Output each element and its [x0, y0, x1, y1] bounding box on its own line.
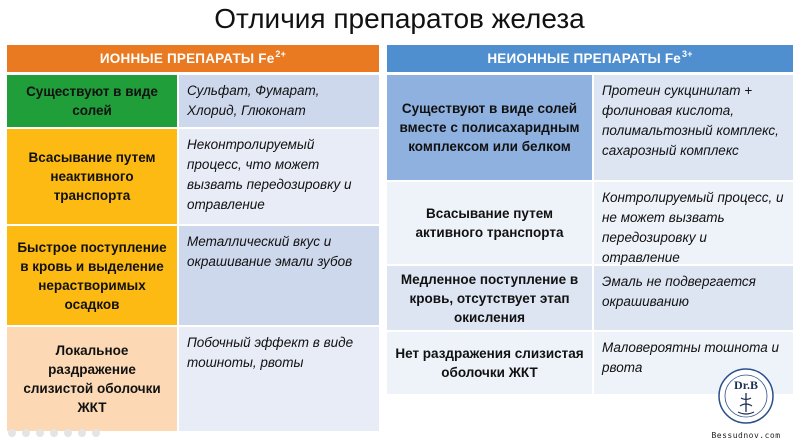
nonionic-property: Нет раздражения слизистая оболочки ЖКТ: [387, 332, 592, 394]
table-row: [7, 129, 379, 226]
table-row: [7, 75, 379, 129]
nonionic-detail: Контролируемый процесс, и не может вызвать передозировку и отравление: [592, 182, 793, 264]
nonionic-property: Медленное поступление в кровь, отсутствует этап окисления: [387, 266, 592, 330]
ionic-header-label: ИОННЫЕ ПРЕПАРАТЫ Fe: [99, 51, 275, 66]
nonionic-detail: Протеин сукцинилат + фолиновая кислота, полимальтозный комплекс, сахарозный комплекс: [592, 75, 793, 180]
table-row: [7, 327, 379, 433]
nonionic-property: Существуют в виде солей вместе с полисахаридным комплексом или белком: [387, 75, 592, 180]
table-row: [387, 182, 793, 266]
nonionic-header-label: НЕИОННЫЕ ПРЕПАРАТЫ Fe: [487, 51, 681, 66]
table-row: [7, 226, 379, 327]
ionic-header-sup: 2+: [275, 48, 287, 59]
page-title: Отличия препаратов железа: [214, 3, 585, 34]
nonionic-header-sup: 3+: [681, 48, 693, 59]
ionic-detail: Побочный эффект в виде тошноты, рвоты: [177, 327, 379, 431]
ionic-header: [7, 45, 379, 75]
table-row: [387, 75, 793, 182]
ionic-property: Всасывание путем неактивного транспорта: [7, 129, 177, 224]
ionic-property: Локальное раздражение слизистой оболочки ЖКТ: [7, 327, 177, 431]
ionic-detail: Сульфат, Фумарат, Хлорид, Глюконат: [177, 75, 379, 127]
nonionic-detail: Эмаль не подвергается окрашиванию: [592, 266, 793, 330]
nonionic-table: [387, 45, 793, 396]
table-row: [387, 266, 793, 332]
nonionic-header: [387, 45, 793, 75]
ionic-property: Быстрое поступление в кровь и выделение нерастворимых осадков: [7, 226, 177, 325]
ionic-detail: Металлический вкус и окрашивание эмали зубов: [177, 226, 379, 325]
slide-nav-icon: [4, 426, 134, 440]
nonionic-detail: Маловероятны тошнота и рвота: [592, 332, 793, 394]
ionic-property: Существуют в виде солей: [7, 75, 177, 127]
nonionic-property: Всасывание путем активного транспорта: [387, 182, 592, 264]
ionic-table: [7, 45, 379, 433]
logo-text: Dr.B: [734, 378, 758, 392]
logo-caption: Bessudnov.com: [711, 431, 781, 440]
ionic-detail: Неконтролируемый процесс, что может вызвать передозировку и отравление: [177, 129, 379, 224]
